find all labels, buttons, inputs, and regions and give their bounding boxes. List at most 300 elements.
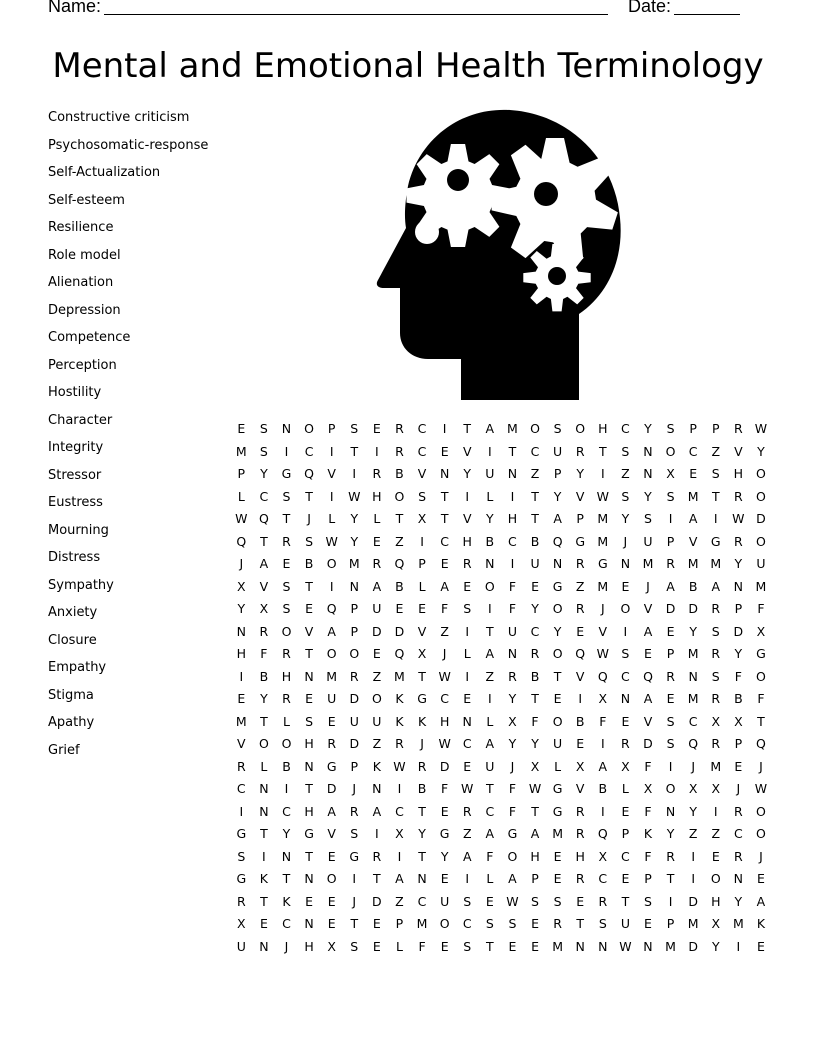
grid-letter[interactable]: C <box>304 443 314 459</box>
grid-letter[interactable]: R <box>621 736 630 751</box>
grid-letter[interactable]: X <box>575 758 585 774</box>
grid-letter[interactable]: C <box>259 488 269 504</box>
grid-letter[interactable]: M <box>665 938 676 954</box>
grid-letter[interactable]: L <box>486 488 494 504</box>
grid-letter[interactable]: J <box>691 758 696 774</box>
grid-letter[interactable]: Y <box>350 533 359 549</box>
grid-letter[interactable]: F <box>486 848 494 864</box>
grid-letter[interactable]: I <box>510 488 515 504</box>
grid-letter[interactable]: G <box>281 466 292 481</box>
grid-letter[interactable]: M <box>235 443 247 459</box>
grid-letter[interactable]: B <box>259 668 269 684</box>
grid-letter[interactable]: G <box>349 848 360 864</box>
grid-letter[interactable]: R <box>553 916 562 931</box>
grid-letter[interactable]: D <box>394 623 405 639</box>
grid-letter[interactable]: W <box>438 736 451 751</box>
grid-letter[interactable]: H <box>711 893 721 909</box>
grid-letter[interactable]: T <box>350 916 359 931</box>
grid-letter[interactable]: L <box>486 713 494 729</box>
grid-letter[interactable]: S <box>598 916 607 931</box>
grid-letter[interactable]: I <box>465 668 470 684</box>
grid-letter[interactable]: T <box>282 511 291 526</box>
grid-letter[interactable]: N <box>349 578 359 594</box>
grid-letter[interactable]: X <box>688 781 698 796</box>
grid-letter[interactable]: Y <box>463 466 472 481</box>
grid-letter[interactable]: G <box>236 826 247 841</box>
grid-letter[interactable]: R <box>711 691 721 706</box>
grid-letter[interactable]: N <box>304 871 314 886</box>
grid-letter[interactable]: E <box>757 871 765 886</box>
grid-letter[interactable]: R <box>372 848 382 864</box>
grid-letter[interactable]: R <box>327 736 337 751</box>
grid-letter[interactable]: I <box>442 421 447 436</box>
grid-letter[interactable]: A <box>553 511 562 526</box>
grid-letter[interactable]: I <box>465 871 470 886</box>
grid-letter[interactable]: N <box>620 691 631 706</box>
grid-letter[interactable]: F <box>734 668 742 684</box>
grid-letter[interactable]: C <box>733 826 743 841</box>
grid-letter[interactable]: O <box>304 421 314 436</box>
grid-letter[interactable]: W <box>393 758 406 774</box>
grid-letter[interactable]: B <box>304 556 314 571</box>
grid-letter[interactable]: X <box>643 781 653 796</box>
grid-letter[interactable]: D <box>349 736 360 751</box>
grid-letter[interactable]: E <box>531 578 539 594</box>
grid-letter[interactable]: A <box>508 871 517 886</box>
grid-letter[interactable]: L <box>463 646 471 661</box>
grid-letter[interactable]: Q <box>258 511 269 526</box>
grid-letter[interactable]: T <box>508 443 517 459</box>
grid-letter[interactable]: F <box>644 848 652 864</box>
grid-letter[interactable]: C <box>395 803 404 819</box>
grid-letter[interactable]: Y <box>237 601 246 616</box>
grid-letter[interactable]: V <box>643 601 653 616</box>
grid-letter[interactable]: E <box>757 938 765 954</box>
grid-letter[interactable]: T <box>350 443 359 459</box>
grid-letter[interactable]: Z <box>395 893 404 909</box>
grid-letter[interactable]: W <box>438 668 451 684</box>
grid-letter[interactable]: O <box>281 623 292 639</box>
grid-letter[interactable]: N <box>552 556 563 571</box>
grid-letter[interactable]: E <box>621 578 630 594</box>
grid-letter[interactable]: O <box>665 443 676 459</box>
grid-letter[interactable]: N <box>372 781 382 796</box>
grid-letter[interactable]: T <box>486 938 494 954</box>
grid-letter[interactable]: E <box>485 893 494 909</box>
grid-letter[interactable]: N <box>507 466 518 481</box>
grid-letter[interactable]: S <box>711 668 720 684</box>
grid-letter[interactable]: I <box>397 848 402 864</box>
grid-letter[interactable]: T <box>531 511 539 526</box>
grid-letter[interactable]: B <box>575 713 585 729</box>
grid-letter[interactable]: N <box>665 803 676 819</box>
grid-letter[interactable]: I <box>352 871 357 886</box>
grid-letter[interactable]: R <box>734 421 743 436</box>
grid-letter[interactable]: Y <box>689 803 697 819</box>
grid-letter[interactable]: H <box>372 488 382 504</box>
grid-letter[interactable]: F <box>260 646 268 661</box>
grid-letter[interactable]: I <box>352 466 357 481</box>
grid-letter[interactable]: C <box>621 421 630 436</box>
grid-letter[interactable]: M <box>552 938 563 954</box>
grid-letter[interactable]: T <box>598 443 607 459</box>
grid-letter[interactable]: V <box>462 443 472 459</box>
grid-letter[interactable]: K <box>259 871 268 886</box>
grid-letter[interactable]: D <box>756 511 766 526</box>
grid-letter[interactable]: E <box>689 466 698 481</box>
grid-letter[interactable]: X <box>395 826 404 841</box>
grid-letter[interactable]: R <box>462 803 472 819</box>
grid-letter[interactable]: T <box>395 511 404 526</box>
grid-letter[interactable]: Y <box>531 736 539 751</box>
grid-letter[interactable]: T <box>305 578 313 594</box>
grid-letter[interactable]: L <box>328 511 336 526</box>
grid-letter[interactable]: A <box>462 848 472 864</box>
grid-letter[interactable]: S <box>531 893 539 909</box>
grid-letter[interactable]: C <box>417 893 427 909</box>
grid-letter[interactable]: O <box>326 556 337 571</box>
grid-letter[interactable]: A <box>485 646 495 661</box>
grid-letter[interactable]: Y <box>666 826 675 841</box>
grid-letter[interactable]: E <box>237 691 246 706</box>
grid-letter[interactable]: P <box>237 466 246 481</box>
grid-letter[interactable]: R <box>711 646 721 661</box>
grid-letter[interactable]: E <box>553 691 562 706</box>
grid-letter[interactable]: X <box>237 916 246 931</box>
grid-letter[interactable]: P <box>395 916 404 931</box>
grid-letter[interactable]: I <box>239 803 244 819</box>
grid-letter[interactable]: A <box>711 578 721 594</box>
grid-letter[interactable]: N <box>643 466 653 481</box>
grid-letter[interactable]: V <box>327 466 336 481</box>
grid-letter[interactable]: V <box>417 466 427 481</box>
grid-letter[interactable]: F <box>757 691 765 706</box>
grid-letter[interactable]: P <box>531 871 539 886</box>
grid-letter[interactable]: F <box>508 601 517 616</box>
grid-letter[interactable]: O <box>665 781 676 796</box>
grid-letter[interactable]: O <box>552 713 563 729</box>
grid-letter[interactable]: N <box>304 758 314 774</box>
grid-letter[interactable]: C <box>688 443 698 459</box>
grid-letter[interactable]: T <box>260 893 268 909</box>
grid-letter[interactable]: I <box>691 871 696 886</box>
grid-letter[interactable]: Q <box>688 736 699 751</box>
grid-letter[interactable]: A <box>643 691 653 706</box>
grid-letter[interactable]: Y <box>440 848 449 864</box>
grid-letter[interactable]: N <box>575 938 585 954</box>
grid-letter[interactable]: C <box>508 533 517 549</box>
grid-letter[interactable]: S <box>418 488 427 504</box>
grid-letter[interactable]: N <box>304 916 314 931</box>
grid-letter[interactable]: B <box>688 578 698 594</box>
grid-letter[interactable]: U <box>756 556 766 571</box>
grid-letter[interactable]: S <box>711 466 720 481</box>
grid-letter[interactable]: X <box>598 848 608 864</box>
grid-letter[interactable]: E <box>440 938 449 954</box>
grid-letter[interactable]: S <box>666 488 675 504</box>
grid-letter[interactable]: P <box>621 826 630 841</box>
grid-letter[interactable]: T <box>486 781 494 796</box>
grid-letter[interactable]: N <box>259 938 269 954</box>
grid-letter[interactable]: O <box>710 871 721 886</box>
grid-letter[interactable]: K <box>395 691 404 706</box>
grid-letter[interactable]: L <box>373 511 381 526</box>
grid-letter[interactable]: E <box>666 623 675 639</box>
grid-letter[interactable]: N <box>485 556 495 571</box>
grid-letter[interactable]: T <box>260 826 268 841</box>
grid-letter[interactable]: S <box>282 601 291 616</box>
grid-letter[interactable]: Y <box>689 623 697 639</box>
grid-letter[interactable]: O <box>349 646 360 661</box>
grid-letter[interactable]: E <box>372 421 381 436</box>
grid-letter[interactable]: X <box>711 713 721 729</box>
grid-letter[interactable]: H <box>304 803 314 819</box>
grid-letter[interactable]: R <box>349 803 359 819</box>
grid-letter[interactable]: M <box>687 691 699 706</box>
grid-letter[interactable]: A <box>530 826 540 841</box>
grid-letter[interactable]: E <box>440 871 449 886</box>
grid-letter[interactable]: V <box>598 623 608 639</box>
grid-letter[interactable]: E <box>372 533 381 549</box>
grid-letter[interactable]: B <box>734 691 743 706</box>
grid-letter[interactable]: C <box>417 421 427 436</box>
grid-letter[interactable]: C <box>440 533 449 549</box>
grid-letter[interactable]: E <box>418 601 426 616</box>
grid-letter[interactable]: O <box>756 668 766 684</box>
grid-letter[interactable]: U <box>372 601 382 616</box>
grid-letter[interactable]: E <box>440 443 449 459</box>
grid-letter[interactable]: U <box>643 533 653 549</box>
grid-letter[interactable]: N <box>281 848 292 864</box>
grid-letter[interactable]: H <box>530 848 540 864</box>
grid-letter[interactable]: M <box>642 556 654 571</box>
grid-letter[interactable]: I <box>487 691 492 706</box>
grid-letter[interactable]: E <box>531 938 539 954</box>
grid-letter[interactable]: S <box>282 578 291 594</box>
grid-letter[interactable]: M <box>732 916 744 931</box>
grid-letter[interactable]: D <box>665 601 676 616</box>
grid-letter[interactable]: Q <box>304 466 314 481</box>
grid-letter[interactable]: G <box>710 533 721 549</box>
grid-letter[interactable]: Q <box>643 668 653 684</box>
grid-letter[interactable]: Q <box>394 646 405 661</box>
grid-letter[interactable]: S <box>508 916 517 931</box>
grid-letter[interactable]: R <box>734 848 743 864</box>
grid-letter[interactable]: S <box>711 623 720 639</box>
grid-letter[interactable]: E <box>327 916 336 931</box>
grid-letter[interactable]: A <box>598 758 608 774</box>
grid-letter[interactable]: O <box>756 488 766 504</box>
grid-letter[interactable]: B <box>530 533 540 549</box>
grid-letter[interactable]: O <box>394 488 405 504</box>
grid-letter[interactable]: I <box>262 848 266 864</box>
grid-letter[interactable]: N <box>304 668 314 684</box>
grid-letter[interactable]: N <box>281 421 292 436</box>
grid-letter[interactable]: N <box>417 871 427 886</box>
grid-letter[interactable]: T <box>418 848 426 864</box>
grid-letter[interactable]: V <box>575 668 585 684</box>
grid-letter[interactable]: I <box>375 443 379 459</box>
grid-letter[interactable]: E <box>621 713 630 729</box>
grid-letter[interactable]: P <box>327 421 336 436</box>
grid-letter[interactable]: E <box>327 893 336 909</box>
grid-letter[interactable]: Z <box>485 668 495 684</box>
grid-letter[interactable]: U <box>530 556 540 571</box>
grid-letter[interactable]: T <box>757 713 765 729</box>
grid-letter[interactable]: C <box>462 916 472 931</box>
grid-letter[interactable]: S <box>644 893 652 909</box>
grid-letter[interactable]: M <box>597 533 609 549</box>
grid-letter[interactable]: V <box>575 488 585 504</box>
grid-letter[interactable]: G <box>326 758 337 774</box>
grid-letter[interactable]: E <box>621 871 630 886</box>
grid-letter[interactable]: Y <box>508 691 517 706</box>
grid-letter[interactable]: M <box>348 556 360 571</box>
grid-letter[interactable]: W <box>754 421 768 436</box>
grid-letter[interactable]: S <box>621 443 630 459</box>
grid-letter[interactable]: R <box>462 556 472 571</box>
grid-letter[interactable]: O <box>756 803 766 819</box>
grid-letter[interactable]: P <box>418 556 426 571</box>
grid-letter[interactable]: J <box>352 893 357 909</box>
grid-letter[interactable]: A <box>666 578 675 594</box>
grid-letter[interactable]: E <box>282 556 291 571</box>
grid-letter[interactable]: U <box>620 916 630 931</box>
grid-letter[interactable]: I <box>329 443 334 459</box>
grid-letter[interactable]: J <box>442 646 447 661</box>
grid-letter[interactable]: E <box>259 916 268 931</box>
grid-letter[interactable]: Y <box>734 893 743 909</box>
grid-letter[interactable]: U <box>485 466 495 481</box>
grid-letter[interactable]: K <box>372 758 381 774</box>
grid-letter[interactable]: H <box>236 646 246 661</box>
grid-letter[interactable]: Y <box>644 421 652 436</box>
grid-letter[interactable]: P <box>350 758 359 774</box>
grid-letter[interactable]: R <box>372 556 382 571</box>
grid-letter[interactable]: U <box>553 443 563 459</box>
grid-letter[interactable]: V <box>643 713 653 729</box>
grid-letter[interactable]: M <box>687 646 699 661</box>
grid-letter[interactable]: W <box>461 781 474 796</box>
grid-letter[interactable]: M <box>394 668 405 684</box>
grid-letter[interactable]: Y <box>260 466 268 481</box>
grid-letter[interactable]: R <box>734 533 743 549</box>
grid-letter[interactable]: D <box>643 736 653 751</box>
grid-letter[interactable]: I <box>487 601 492 616</box>
grid-letter[interactable]: S <box>666 713 675 729</box>
grid-letter[interactable]: H <box>575 848 585 864</box>
grid-letter[interactable]: S <box>350 938 359 954</box>
grid-letter[interactable]: U <box>372 713 382 729</box>
grid-letter[interactable]: Y <box>531 601 539 616</box>
grid-letter[interactable]: S <box>666 421 675 436</box>
grid-letter[interactable]: N <box>259 781 269 796</box>
grid-letter[interactable]: S <box>553 893 562 909</box>
grid-letter[interactable]: W <box>596 646 609 661</box>
grid-letter[interactable]: J <box>646 578 650 594</box>
grid-letter[interactable]: L <box>395 938 403 954</box>
grid-letter[interactable]: Z <box>372 668 382 684</box>
grid-letter[interactable]: T <box>418 668 426 684</box>
grid-letter[interactable]: R <box>711 736 721 751</box>
grid-letter[interactable]: W <box>754 781 768 796</box>
grid-letter[interactable]: A <box>327 623 336 639</box>
grid-letter[interactable]: E <box>440 803 449 819</box>
grid-letter[interactable]: W <box>235 511 248 526</box>
grid-letter[interactable]: P <box>576 511 584 526</box>
grid-letter[interactable]: O <box>756 826 766 841</box>
grid-letter[interactable]: E <box>508 938 517 954</box>
grid-letter[interactable]: T <box>666 871 675 886</box>
name-field[interactable] <box>104 14 608 15</box>
grid-letter[interactable]: E <box>666 691 675 706</box>
grid-letter[interactable]: C <box>621 848 630 864</box>
grid-letter[interactable]: C <box>440 691 449 706</box>
grid-letter[interactable]: J <box>759 848 763 864</box>
grid-letter[interactable]: I <box>397 781 402 796</box>
grid-letter[interactable]: T <box>373 871 381 886</box>
grid-letter[interactable]: E <box>305 601 314 616</box>
grid-letter[interactable]: T <box>440 488 449 504</box>
grid-letter[interactable]: K <box>395 713 404 729</box>
grid-letter[interactable]: E <box>576 893 585 909</box>
grid-letter[interactable]: R <box>282 691 291 706</box>
grid-letter[interactable]: B <box>282 758 291 774</box>
grid-letter[interactable]: W <box>348 488 361 504</box>
grid-letter[interactable]: Y <box>576 466 585 481</box>
grid-letter[interactable]: J <box>600 601 605 616</box>
grid-letter[interactable]: F <box>441 601 449 616</box>
grid-letter[interactable]: T <box>553 668 562 684</box>
grid-letter[interactable]: R <box>575 601 585 616</box>
grid-letter[interactable]: J <box>623 533 628 549</box>
grid-letter[interactable]: R <box>395 443 404 459</box>
grid-letter[interactable]: Z <box>530 466 540 481</box>
grid-letter[interactable]: T <box>305 646 313 661</box>
grid-letter[interactable]: I <box>713 511 718 526</box>
grid-letter[interactable]: S <box>485 916 494 931</box>
grid-letter[interactable]: M <box>597 578 609 594</box>
grid-letter[interactable]: J <box>284 938 289 954</box>
grid-letter[interactable]: U <box>236 938 246 954</box>
grid-letter[interactable]: O <box>530 421 540 436</box>
grid-letter[interactable]: I <box>691 848 696 864</box>
grid-letter[interactable]: K <box>756 916 766 931</box>
grid-letter[interactable]: A <box>395 871 404 886</box>
grid-letter[interactable]: V <box>462 511 472 526</box>
grid-letter[interactable]: Y <box>553 488 562 504</box>
grid-letter[interactable]: I <box>465 623 470 639</box>
grid-letter[interactable]: L <box>554 758 562 774</box>
grid-letter[interactable]: I <box>420 533 424 549</box>
grid-letter[interactable]: T <box>440 511 449 526</box>
grid-letter[interactable]: U <box>553 736 563 751</box>
grid-letter[interactable]: Y <box>734 646 743 661</box>
grid-letter[interactable]: E <box>553 871 562 886</box>
grid-letter[interactable]: C <box>530 623 540 639</box>
grid-letter[interactable]: V <box>237 736 246 751</box>
grid-letter[interactable]: G <box>575 533 586 549</box>
grid-letter[interactable]: R <box>711 601 721 616</box>
grid-letter[interactable]: X <box>711 916 721 931</box>
grid-letter[interactable]: L <box>621 781 629 796</box>
grid-letter[interactable]: T <box>418 803 426 819</box>
grid-letter[interactable]: P <box>644 871 652 886</box>
grid-letter[interactable]: A <box>327 803 336 819</box>
grid-letter[interactable]: Y <box>757 443 765 459</box>
grid-letter[interactable]: G <box>552 578 563 594</box>
grid-letter[interactable]: R <box>530 646 540 661</box>
